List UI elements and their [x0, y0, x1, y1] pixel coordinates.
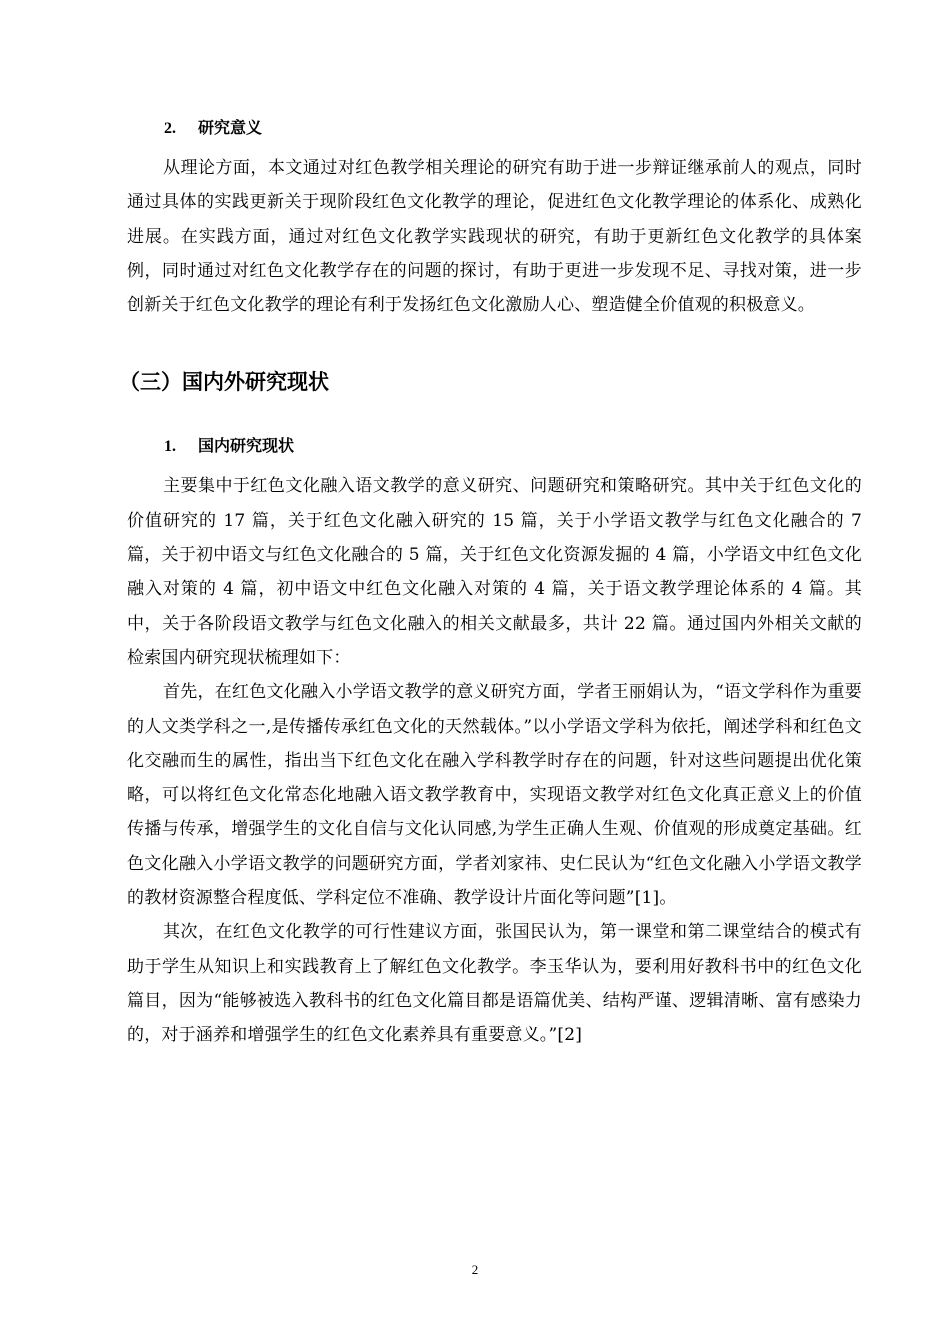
- page-number: 2: [471, 1262, 479, 1277]
- heading-text: 研究意义: [198, 118, 263, 137]
- paragraph-research-significance: 从理论方面，本文通过对红色教学相关理论的研究有助于进一步辩证继承前人的观点，同时通过具体的实践更新关于现阶段红色文化教学的理论，促进红色文化教学理论的体系化、成熟化进展。在实践方面，通过对红色文化教学实践现状的研究，有助于更新红色文化教学的具体案例，同时通过对红色文化教学存在的问题的探讨，有助于更进一步发现不足、寻找对策，进一步创新关于红色文化教学的理论有利于发扬红色文化激励人心、塑造健全价值观的积极意义。: [127, 158, 862, 316]
- paragraph-significance-research: 首先，在红色文化融入小学语文教学的意义研究方面，学者王丽娟认为，“语文学科作为重要的人文类学科之一,是传播传承红色文化的天然载体。”以小学语文学科为依托，阐述学科和红色文化交融而生的属性，指出当下红色文化在融入学科教学时存在的问题，针对这些问题提出优化策略，可以将红色文化常态化地融入语文教学教育中，实现语文教学对红色文化真正意义上的价值传播与传承，增强学生的文化自信与文化认同感,为学生正确人生观、价值观的形成奠定基础。红色文化融入小学语文教学的问题研究方面，学者刘家祎、史仁民认为“红色文化融入小学语文教学的教材资源整合程度低、学科定位不准确、教学设计片面化等问题”[1]。: [127, 682, 862, 909]
- chapter-heading-research-status: （三）国内外研究现状: [119, 370, 329, 395]
- section-heading-research-significance: [127, 112, 862, 145]
- heading-number: 2.: [164, 120, 176, 137]
- paragraph-feasibility-suggestions: 其次，在红色文化教学的可行性建议方面，张国民认为，第一课堂和第二课堂结合的模式有助于学生从知识上和实践教育上了解红色文化教学。李玉华认为，要利用好教科书中的红色文化篇目，因为“能够被选入教科书的红色文化篇目都是语篇优美、结构严谨、逻辑清晰、富有感染力的，对于涵养和增强学生的红色文化素养具有重要意义。”[2]: [127, 922, 862, 1046]
- section-heading-domestic-status: [127, 430, 862, 463]
- heading-number: 1.: [164, 438, 176, 456]
- paragraph-domestic-overview: 主要集中于红色文化融入语文教学的意义研究、问题研究和策略研究。其中关于红色文化的价值研究的 17 篇，关于红色文化融入研究的 15 篇，关于小学语文教学与红色文化融合的 7 篇，关于初中语文与红色文化融合的 5 篇，关于红色文化资源发掘的 4 篇，小学语文中红色文化融入对策的 4 篇，初中语文中红色文化融入对策的 4 篇，关于语文教学理论体系的 4 篇。其中，关于各阶段语文教学与红色文化融入的相关文献最多，共计 22 篇。通过国内外相关文献的检索国内研究现状梳理如下：: [127, 476, 862, 668]
- heading-text: 国内研究现状: [198, 436, 295, 456]
- page-content: [119, 112, 862, 1053]
